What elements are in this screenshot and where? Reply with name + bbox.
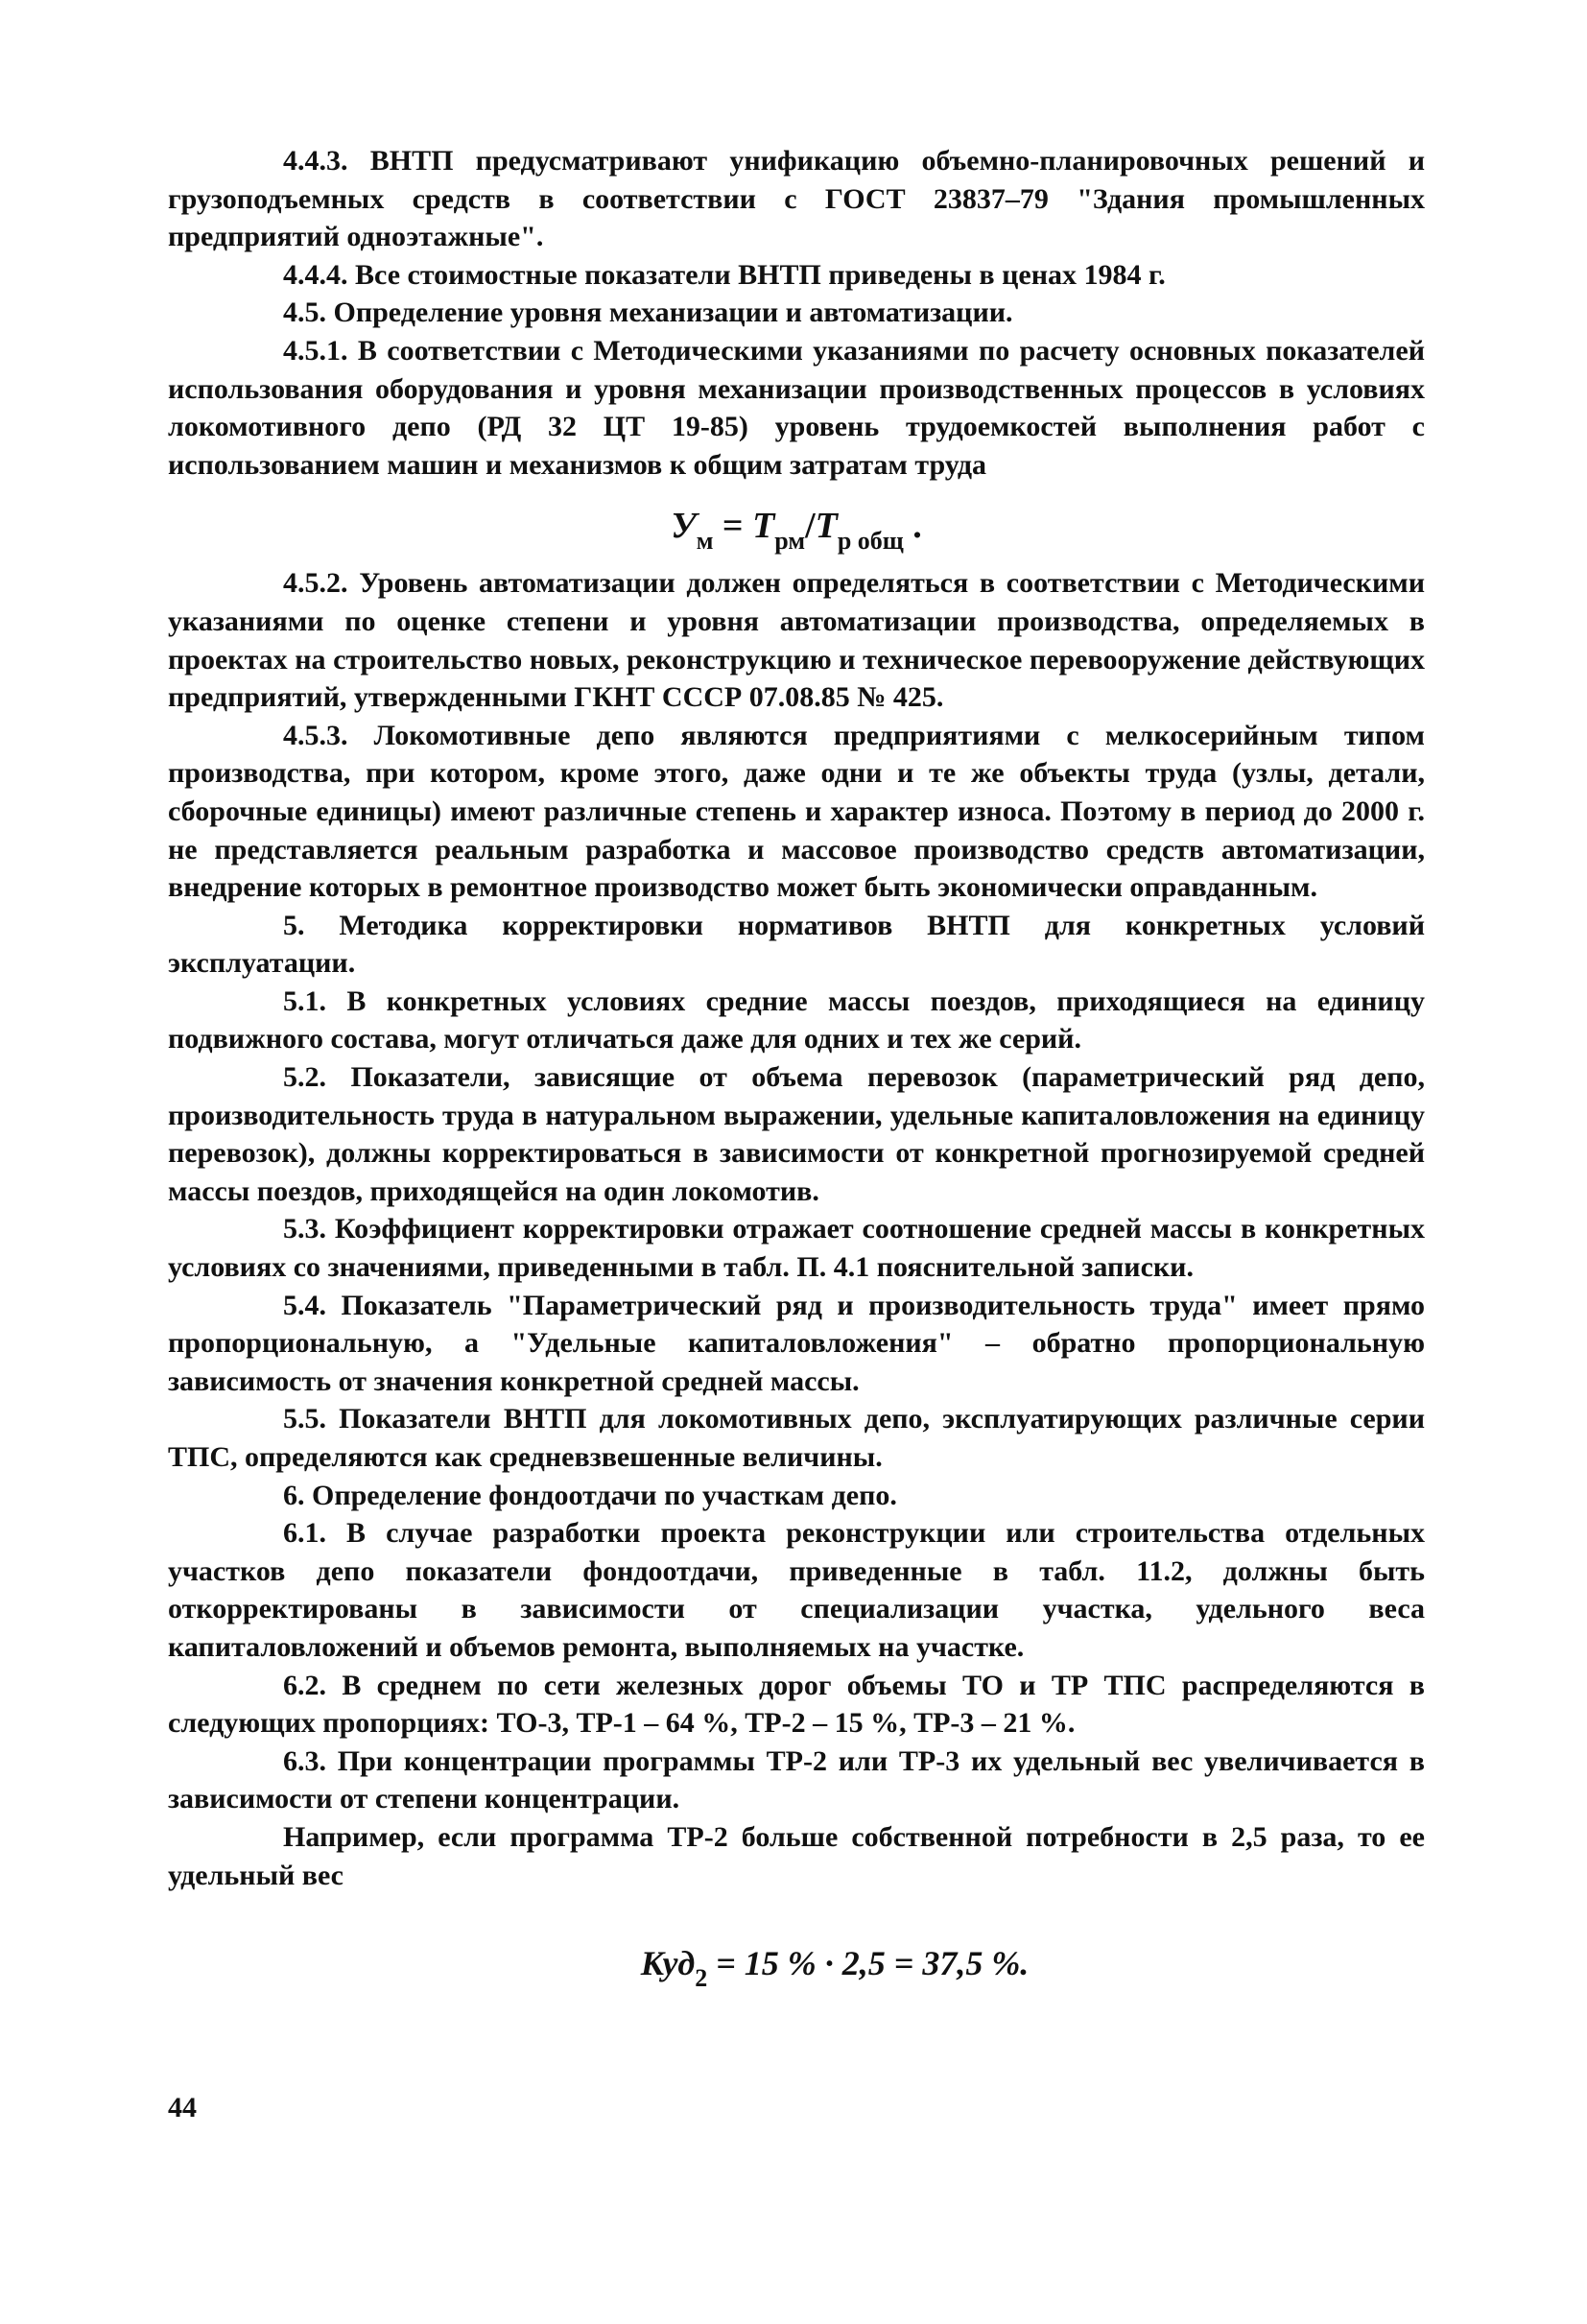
formula-1-slash: / [805,506,816,547]
section-heading-4-5: 4.5. Определение уровня механизации и автоматизации. [283,296,1013,329]
document-page [168,142,1425,1993]
paragraph-6-1: 6.1. В случае разработки проекта реконструкции или строительства отдельных участков депо показатели фондоотдачи, приведенные в табл. 11.2, должны быть откорректированы в зависимости от специализации участка, удельного веса капиталовложений и объемов ремонта, выполняемых на участке. [168,1517,1425,1663]
paragraph-example: Например, если программа ТР-2 больше собственной потребности в 2,5 раза, то ее удельный вес [168,1820,1425,1891]
section-heading-5: 5. Методика корректировки нормативов ВНТП для конкретных условий эксплуатации. [168,909,1425,980]
paragraph-5-2: 5.2. Показатели, зависящие от объема перевозок (параметрический ряд депо, производительность труда в натуральном выражении, удельные капиталовложения на единицу перевозок), должны корректироваться в зависимости от конкретной прогнозируемой средней массы поездов, приходящейся на один локомотив. [168,1061,1425,1207]
formula-1-numerator-sub: рм [774,527,806,556]
formula-1-lhs-sub: м [696,527,714,556]
formula-1-denominator: Т [815,506,838,547]
formula-2-rhs: = 15 % · 2,5 = 37,5 %. [707,1944,1030,1983]
formula-1-numerator: Т [752,506,775,547]
page-number: 44 [168,2092,197,2123]
paragraph-5-3: 5.3. Коэффициент корректировки отражает соотношение средней массы в конкретных условиях со значениями, приведенными в табл. П. 4.1 пояснительной записки. [168,1213,1425,1284]
paragraph-5-4: 5.4. Показатель "Параметрический ряд и производительность труда" имеет прямо пропорциональную, а "Удельные капиталовложения" – обратно пропорциональную зависимость от значения конкретной средней массы. [168,1289,1425,1397]
paragraph-5-1: 5.1. В конкретных условиях средние массы поездов, приходящиеся на единицу подвижного состава, могут отличаться даже для одних и тех же серий. [168,984,1425,1055]
paragraph-4-5-2: 4.5.2. Уровень автоматизации должен определяться в соответствии с Методическими указаниями по оценке степени и уровня автоматизации производства, определяемых в проектах на строительство новых, реконструкцию и техническое перевооружение действующих предприятий, утвержденными ГКНТ СССР 07.08.85 № 425. [168,567,1425,714]
paragraph-5-5: 5.5. Показатели ВНТП для локомотивных депо, эксплуатирующих различные серии ТПС, определяются как средневзвешенные величины. [168,1403,1425,1473]
paragraph-4-4-4: 4.4.4. Все стоимостные показатели ВНТП приведены в ценах 1984 г. [283,258,1166,291]
formula-mechanization-level [168,501,1425,556]
formula-2-lhs: Куд [640,1944,696,1983]
section-heading-6: 6. Определение фондоотдачи по участкам депо. [283,1479,897,1511]
paragraph-4-5-3: 4.5.3. Локомотивные депо являются предприятиями с мелкосерийным типом производства, при котором, кроме этого, даже одни и те же объекты труда (узлы, детали, сборочные единицы) имеют различные степень и характер износа. Поэтому в период до 2000 г. не представляется реальным разработка и массовое производство средств автоматизации, внедрение которых в ремонтное производство может быть экономически оправданным. [168,719,1425,904]
formula-1-lhs: У [671,506,697,547]
formula-1-equals: = [713,506,753,547]
formula-1-tail: . [903,506,922,547]
paragraph-6-3: 6.3. При концентрации программы ТР-2 или ТР-3 их удельный вес увеличивается в зависимости от степени концентрации. [168,1744,1425,1815]
formula-1-denominator-sub: р общ [837,527,904,556]
formula-specific-weight [168,1938,1425,1993]
paragraph-6-2: 6.2. В среднем по сети железных дорог объемы ТО и ТР ТПС распределяются в следующих пропорциях: ТО-3, ТР-1 – 64 %, ТР-2 – 15 %, ТР-3 – 21 %. [168,1669,1425,1740]
paragraph-4-4-3: 4.4.3. ВНТП предусматривают унификацию объемно-планировочных решений и грузоподъемных средств в соответствии с ГОСТ 23837–79 "Здания промышленных предприятий одноэтажные". [168,145,1425,253]
paragraph-4-5-1: 4.5.1. В соответствии с Методическими указаниями по расчету основных показателей использования оборудования и уровня механизации производственных процессов в условиях локомотивного депо (РД 32 ЦТ 19-85) уровень трудоемкостей выполнения работ с использованием машин и механизмов к общим затратам труда [168,334,1425,481]
formula-2-lhs-sub: 2 [695,1964,708,1993]
